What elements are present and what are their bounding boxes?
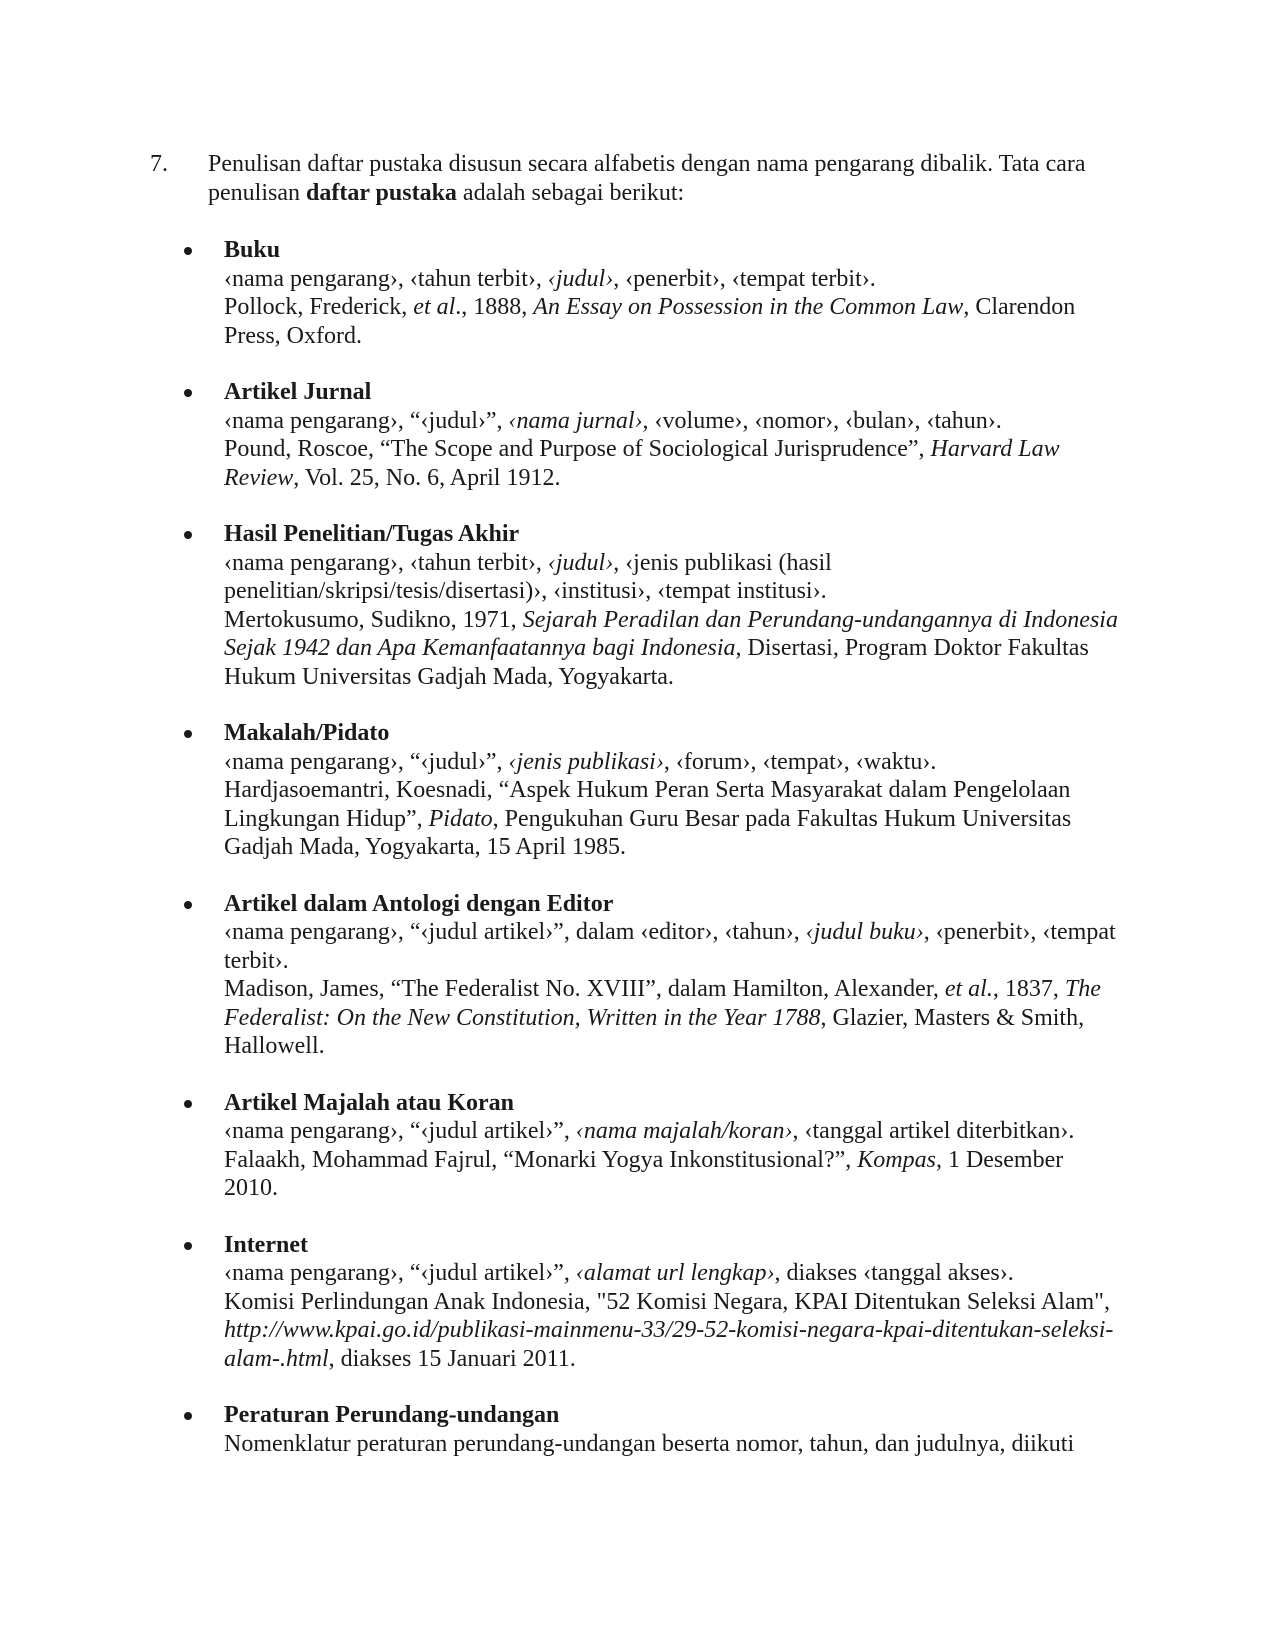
text-run: , ‹penerbit›, ‹tempat terbit›.: [613, 265, 876, 292]
intro-bold-text: daftar pustaka: [305, 179, 457, 206]
text-run: Pound, Roscoe, “The Scope and Purpose of Sociological Jurisprudence”,: [224, 436, 931, 462]
text-run: ‹nama pengarang›, “‹judul artikel›”,: [224, 1118, 576, 1144]
citation-example: [224, 293, 1120, 350]
text-run: , Disertasi, Program Doktor Fakultas Hukum Universitas Gadjah Mada, Yogyakarta.: [224, 635, 1089, 690]
reference-section: [150, 1231, 1120, 1374]
italic-text: Kompas: [857, 1146, 936, 1173]
reference-section: [150, 378, 1120, 492]
bullet-icon: [184, 531, 192, 539]
reference-section: [150, 1089, 1120, 1203]
text-run: Mertokusumo, Sudikno, 1971,: [224, 606, 523, 633]
text-run: ‹nama pengarang›, ‹tahun terbit›,: [224, 265, 548, 292]
text-run: Nomenklatur peraturan perundang-undangan beserta nomor, tahun, dan judulnya, diikuti: [224, 1430, 1075, 1457]
citation-format: [224, 549, 1120, 606]
text-run: , 1 Desember 2010.: [224, 1146, 1064, 1201]
item-number: 7.: [150, 151, 168, 177]
bullet-icon: [184, 730, 192, 738]
citation-example: [224, 975, 1120, 1061]
text-run: , 1837,: [992, 976, 1065, 1002]
bullet-icon: [184, 901, 192, 909]
italic-text: ‹nama majalah/koran›: [575, 1118, 793, 1144]
text-run: ‹nama pengarang›, “‹judul artikel›”,: [224, 1260, 576, 1286]
reference-section: [150, 1401, 1120, 1458]
italic-text: Harvard Law Review: [224, 436, 1060, 491]
text-run: , ‹penerbit›, ‹tempat terbit›.: [224, 919, 1116, 974]
text-run: Pollock, Frederick,: [224, 294, 414, 320]
text-run: ., 1888,: [455, 294, 534, 320]
intro-paragraph: [208, 150, 1108, 207]
text-run: Falaakh, Mohammad Fajrul, “Monarki Yogya Inkonstitusional?”,: [224, 1146, 858, 1173]
text-run: , ‹forum›, ‹tempat›, ‹waktu›.: [663, 748, 937, 775]
italic-text: ‹judul buku›: [805, 919, 924, 945]
text-run: Hardjasoemantri, Koesnadi, “Aspek Hukum Peran Serta Masyarakat dalam Pengelolaan Lingkungan Hidup”,: [224, 777, 1071, 832]
section-heading: Makalah/Pidato: [224, 720, 390, 746]
section-heading: Artikel Jurnal: [224, 379, 372, 405]
reference-section: [150, 520, 1120, 691]
italic-text: Sejarah Peradilan dan Perundang-undangannya di Indonesia Sejak 1942 dan Apa Kemanfaatannya bagi Indonesia: [224, 606, 1118, 661]
text-run: Komisi Perlindungan Anak Indonesia, "52 Komisi Negara, KPAI Ditentukan Seleksi Alam",: [224, 1288, 1110, 1315]
text-run: ‹nama pengarang›, “‹judul›”,: [224, 407, 509, 434]
citation-example: [224, 606, 1120, 692]
italic-text: An Essay on Possession in the Common Law: [533, 294, 964, 320]
italic-text: et al: [413, 294, 456, 320]
italic-text: ‹nama jurnal›: [508, 407, 643, 434]
text-run: , diakses 15 Januari 2011.: [328, 1345, 576, 1372]
text-run: , ‹tanggal artikel diterbitkan›.: [792, 1118, 1075, 1144]
citation-example: [224, 435, 1120, 492]
citation-example: [224, 776, 1120, 862]
bullet-icon: [184, 1242, 192, 1250]
citation-format: [224, 407, 1120, 436]
bullet-icon: [184, 1412, 192, 1420]
text-run: , Vol. 25, No. 6, April 1912.: [293, 464, 561, 491]
section-heading: Buku: [224, 237, 281, 263]
text-run: ‹nama pengarang›, ‹tahun terbit›,: [224, 549, 548, 576]
citation-format: [224, 265, 1120, 294]
intro-text-end: adalah sebagai berikut:: [456, 179, 685, 206]
italic-text: Pidato: [428, 805, 493, 832]
reference-sections: [150, 236, 1120, 1486]
section-heading: Peraturan Perundang-undangan: [224, 1402, 560, 1428]
text-run: ‹nama pengarang›, “‹judul artikel›”, dalam ‹editor›, ‹tahun›,: [224, 919, 806, 945]
italic-text: http://www.kpai.go.id/publikasi-mainmenu-33/29-52-komisi-negara-kpai-ditentukan-seleksi-alam-.html: [224, 1317, 1114, 1372]
text-run: , Clarendon Press, Oxford.: [224, 294, 1076, 349]
citation-format: [224, 1259, 1120, 1288]
reference-section: [150, 236, 1120, 350]
intro-text: Penulisan daftar pustaka disusun secara alfabetis dengan nama pengarang dibalik. Tata cara penulisan: [208, 151, 1086, 206]
bullet-icon: [184, 247, 192, 255]
section-heading: Artikel dalam Antologi dengan Editor: [224, 890, 614, 917]
text-run: , Pengukuhan Guru Besar pada Fakultas Hukum Universitas Gadjah Mada, Yogyakarta, 15 April 1985.: [224, 805, 1072, 860]
italic-text: ‹jenis publikasi›: [508, 748, 664, 775]
citation-example: [224, 1146, 1120, 1203]
bullet-icon: [184, 1100, 192, 1108]
citation-format: [224, 1430, 1120, 1459]
reference-section: [150, 719, 1120, 862]
section-heading: Artikel Majalah atau Koran: [224, 1089, 514, 1116]
italic-text: ‹judul›: [547, 265, 614, 292]
text-run: , ‹jenis publikasi (hasil penelitian/skripsi/tesis/disertasi)›, ‹institusi›, ‹tempat institusi›.: [224, 549, 832, 604]
italic-text: ‹alamat url lengkap›: [575, 1260, 775, 1286]
citation-format: [224, 1117, 1120, 1146]
italic-text: ‹judul›: [547, 549, 614, 576]
text-run: Madison, James, “The Federalist No. XVIII”, dalam Hamilton, Alexander,: [224, 976, 945, 1002]
italic-text: et al.: [944, 976, 993, 1002]
italic-text: The Federalist: On the New Constitution, Written in the Year 1788: [224, 976, 1101, 1031]
reference-section: [150, 890, 1120, 1061]
text-run: ‹nama pengarang›, “‹judul›”,: [224, 748, 509, 775]
citation-format: [224, 918, 1120, 975]
text-run: , ‹volume›, ‹nomor›, ‹bulan›, ‹tahun›.: [642, 407, 1002, 434]
section-heading: Internet: [224, 1231, 308, 1258]
citation-format: [224, 748, 1120, 777]
bullet-icon: [184, 389, 192, 397]
text-run: , diakses ‹tanggal akses›.: [774, 1260, 1014, 1286]
section-heading: Hasil Penelitian/Tugas Akhir: [224, 521, 520, 547]
citation-example: [224, 1288, 1120, 1374]
text-run: , Glazier, Masters & Smith, Hallowell.: [224, 1004, 1085, 1059]
